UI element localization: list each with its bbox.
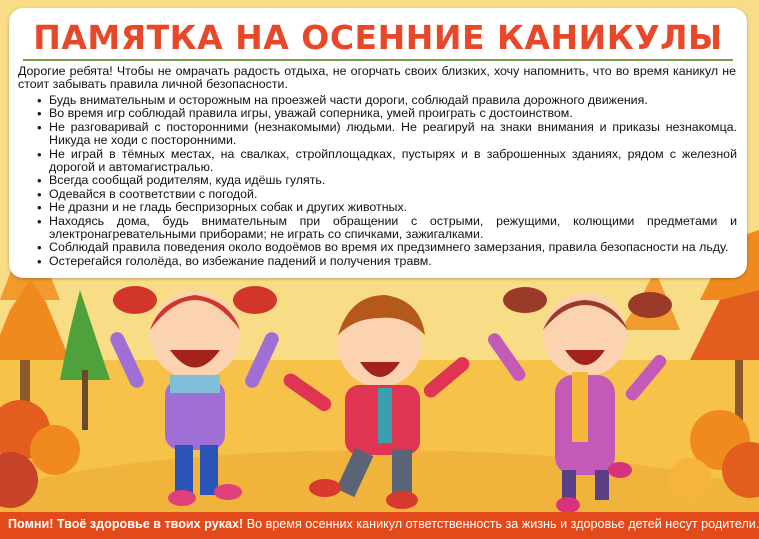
intro-paragraph: Дорогие ребята! Чтобы не омрачать радость отдыха, не огорчать своих близких, хочу напомнить, что во время каникул не стоит забывать правила личной безопасности.	[18, 64, 736, 92]
list-item: • Находясь дома, будь внимательным при обращении с острыми, режущими, колющими предметами и электронагревательными приборами; не играть со спичками, зажигалками.	[37, 215, 737, 242]
memo-card	[9, 8, 747, 278]
list-item: • Будь внимательным и осторожным на проезжей части дороги, соблюдай правила дорожного движения.	[37, 94, 737, 107]
list-item: • Не разговаривай с посторонними (незнакомыми) людьми. Не реагируй на знаки внимания и приказы незнакомца. Никуда не ходи с посторонними.	[37, 121, 737, 148]
footer-bold: Помни! Твоё здоровье в твоих руках!	[8, 517, 244, 531]
list-item: • Остерегайся гололёда, во избежание падений и получения травм.	[37, 255, 737, 268]
footer-text	[8, 517, 758, 531]
list-item: • Во время игр соблюдай правила игры, уважай соперника, умей проиграть с достоинством.	[37, 107, 737, 120]
list-item: • Всегда сообщай родителям, куда идёшь гулять.	[37, 174, 737, 187]
title-divider	[23, 59, 733, 61]
page-title: ПАМЯТКА НА ОСЕННИЕ КАНИКУЛЫ	[33, 18, 723, 57]
list-item: • Соблюдай правила поведения около водоёмов во время их предзимнего замерзания, правила безопасности на льду.	[37, 241, 737, 254]
footer-banner	[0, 512, 759, 539]
rules-list	[37, 94, 737, 268]
list-item: • Не играй в тёмных местах, на свалках, стройплощадках, пустырях и в заброшенных зданиях, рядом с железной дорогой и автомагистралью.	[37, 148, 737, 175]
footer-note: Во время осенних каникул ответственность за жизнь и здоровье детей несут родители.	[243, 517, 759, 531]
list-item: • Не дразни и не гладь беспризорных собак и других животных.	[37, 201, 737, 214]
list-item: • Одевайся в соответствии с погодой.	[37, 188, 737, 201]
